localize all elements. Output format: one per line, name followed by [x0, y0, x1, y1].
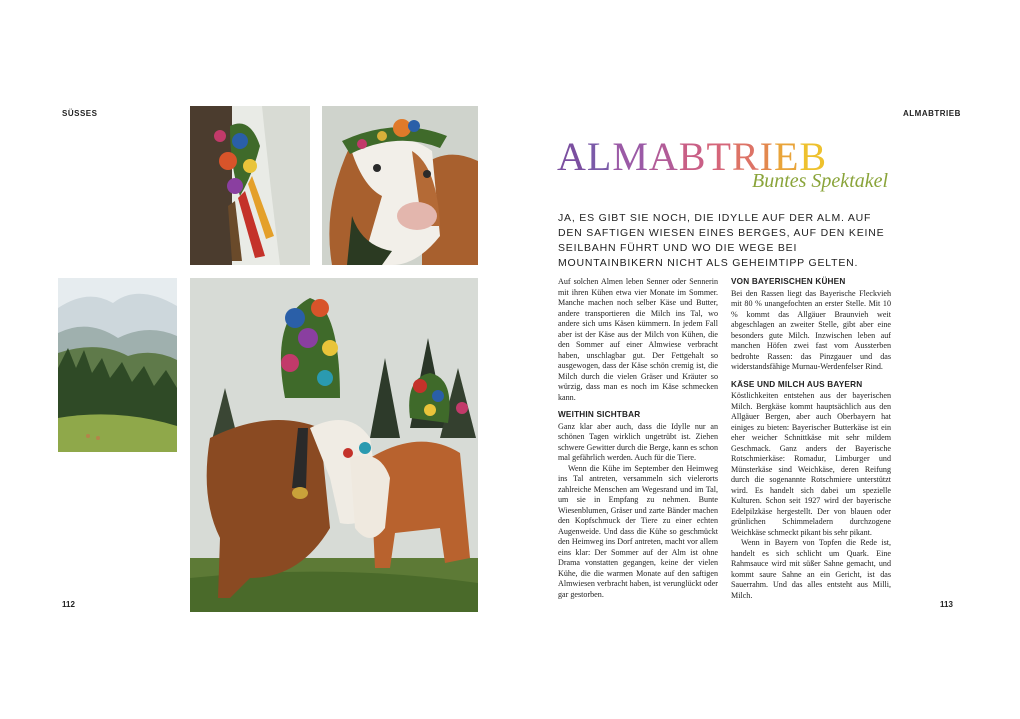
section-heading: WEITHIN SICHTBAR	[558, 410, 641, 419]
title-letter: I	[759, 134, 774, 179]
title-letter: B	[678, 134, 707, 179]
page-number-left: 112	[62, 600, 75, 609]
lead-paragraph: JA, ES GIBT SIE NOCH, DIE IDYLLE AUF DER ALM. AUF DEN SAFTIGEN WIESEN EINES BERGES, AUF DEN KEINE SEILBAHN FÜHRT UND WO DIE WEGE BEI MOUNTAINBIKERN NICHT ALS GEHEIMTIPP GELTEN.	[558, 212, 885, 269]
body-paragraph: Bei den Rassen liegt das Bayerische Fleckvieh mit 80 % unangefochten an erster Stelle. Mit 10 % kommt das Allgäuer Braunvieh weit abgeschlagen an zweiter Stelle, gibt aber eine besonders gute Milch. Inzwischen leben auf manchen Höfen zwei fast vom Aussterben bedrohte Rassen: das Pinzgauer und das widerstandsfähige Murnau-Werdenfelser Rind.	[731, 288, 891, 371]
title-letter: A	[648, 134, 679, 179]
photo-cattle-procession	[190, 278, 478, 612]
title-letter: T	[706, 134, 732, 179]
title-letter: E	[773, 134, 800, 179]
title-letter: L	[586, 134, 613, 179]
section-heading: KÄSE UND MILCH AUS BAYERN	[731, 379, 863, 389]
section-heading: VON BAYERISCHEN KÜHEN	[731, 277, 846, 286]
body-paragraph: Wenn die Kühe im September den Heimweg ins Tal antreten, versammeln sich vielerorts zahlreiche Menschen am Wegesrand und im Tal, um sie in Empfang zu nehmen. Bunte Wiesenblumen, Gräser und zarte Bänder machen den Kopfschmuck der Tiere zu einer echten Augenweide. Und dass die Kühe so geschmückt den Heimweg ins Dorf antreten, macht vor allem eins klar: Der Sommer auf der Alm ist ohne Drama vonstatten gegangen, keine der vielen Kühe, die die warmen Monate auf den saftigen Almwiesen verbracht haben, ist verunglückt oder gar gestorben.	[558, 463, 718, 599]
title-letter: R	[731, 134, 760, 179]
article-subtitle: Buntes Spektakel	[752, 170, 889, 192]
body-column-2	[731, 277, 891, 601]
photo-cow-portrait	[322, 106, 478, 265]
page-number-right: 113	[940, 600, 953, 609]
title-letter: A	[557, 134, 587, 179]
title-letter: M	[612, 134, 649, 179]
photo-headdress-closeup	[190, 106, 310, 265]
body-paragraph: Ganz klar aber auch, dass die Idylle nur an schönen Tagen wirklich ungetrübt ist. Ziehen schwere Gewitter durch die Berge, kann es schon mal gefährlich werden. Auch für die Tiere.	[558, 421, 718, 462]
body-column-1	[558, 277, 718, 600]
body-paragraph: Köstlichkeiten entstehen aus der bayerischen Milch. Bergkäse kommt hauptsächlich aus den Allgäuer Bergen, aber auch Oberbayern hat einiges zu bieten: Bayerischer Butterkäse ist ein eher weicher Schnittkäse mit sehr mildem Geschmack. Ganz anders der Bayerische Rotschmierkäse: Romadur, Limburger und Münsterkäse sind Weichkäse, deren Reifung durch die sogenannte Rotschmiere unterstützt wird. Es handelt sich dabei um spezielle Kulturen. Schon seit 1927 wird der bayerische Edelpilzkäse hergestellt. Der von blauen oder grünlichen Schimmeladern durchzogene Weichkäse schmeckt pikant bis sehr pikant.	[731, 391, 891, 537]
photo-alpine-landscape	[58, 278, 177, 452]
running-head-left: SÜSSES	[62, 109, 98, 118]
title-letter: B	[799, 134, 828, 179]
body-paragraph: Auf solchen Almen leben Senner oder Sennerin mit ihren Kühen etwa vier Monate im Sommer. Manche machen noch selber Käse und Butter, andere transportieren die Milch ins Tal, wo andere sich ums Käsen kümmern. In jedem Fall aber ist der Käse aus der Milch von Kühen, die den Sommer auf einer Almwiese verbracht haben, unschlagbar gut. Der Fettgehalt so ausgewogen, dass der Käse schön cremig ist, die Milch durch die vielen Gräser und Kräuter so würzig, dass man es noch im Käse schmecken kann.	[558, 277, 718, 402]
body-paragraph: Wenn in Bayern von Topfen die Rede ist, handelt es sich schlicht um Quark. Eine Rahmsauce wird mit süßer Sahne gemacht, und kommt saure Sahne an ein Gericht, ist das Sauerrahm. Und das alles entsteht aus Milli, Milch.	[731, 538, 891, 600]
running-head-right: ALMABTRIEB	[903, 109, 961, 118]
